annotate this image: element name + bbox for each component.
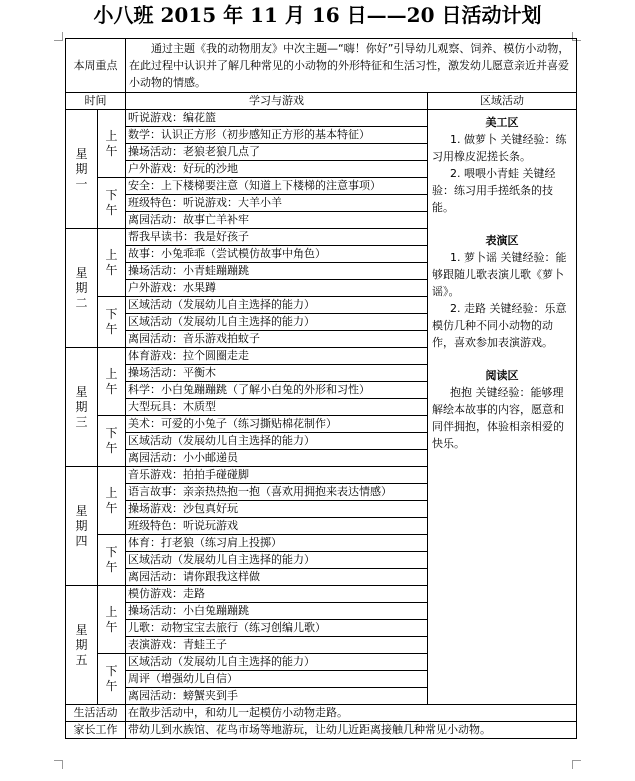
day-label-char: 星 <box>75 265 88 280</box>
day-label-char: 星 <box>75 146 88 161</box>
day-label-char: 期 <box>75 637 88 652</box>
activity-item: 离园活动：故事亡羊补牢 <box>126 212 428 229</box>
activity-item: 大型玩具：木质型 <box>126 399 428 416</box>
parent-label: 家长工作 <box>66 722 126 739</box>
area-paragraph: 1. 做萝卜 关键经验：练习用橡皮泥搓长条。 <box>432 133 567 163</box>
activity-plan-table <box>65 38 577 739</box>
area-section-title: 阅读区 <box>485 369 519 382</box>
activity-item: 音乐游戏：拍拍手碰碰脚 <box>126 467 428 484</box>
morning-label <box>98 586 126 654</box>
focus-label: 本周重点 <box>66 39 126 93</box>
half-label-char: 午 <box>105 143 118 158</box>
area-section-title: 表演区 <box>485 234 519 247</box>
table-row <box>66 110 577 127</box>
activity-item: 操场活动：小青蛙蹦蹦跳 <box>126 263 428 280</box>
focus-text: 通过主题《我的动物朋友》中次主题—“嗨！你好”引导幼儿观察、饲养、模仿小动物，在此过程中认识并了解几种常见的小动物的外形特征和生活习性，激发幼儿愿意亲近并喜爱小动物的情感。 <box>126 39 577 93</box>
life-text: 在散步活动中，和幼儿一起模仿小动物走路。 <box>126 705 577 722</box>
activity-item: 安全：上下楼梯要注意（知道上下楼梯的注意事项） <box>126 178 428 195</box>
activity-item: 户外游戏：水果蹲 <box>126 280 428 297</box>
half-label-char: 午 <box>105 322 118 336</box>
half-label-char: 下 <box>105 545 118 559</box>
half-label-char: 下 <box>105 307 118 321</box>
afternoon-label <box>98 416 126 467</box>
activity-item: 操场游戏：沙包真好玩 <box>126 501 428 518</box>
half-label-char: 午 <box>105 619 118 634</box>
half-label-char: 下 <box>105 664 118 678</box>
activity-item: 周评（增强幼儿自信） <box>126 671 428 688</box>
day-label <box>66 229 98 348</box>
area-section-title: 美工区 <box>485 116 519 129</box>
half-label-char: 午 <box>105 262 118 277</box>
activity-item: 语言故事：亲亲热热抱一抱（喜欢用拥抱来表达情感） <box>126 484 428 501</box>
activity-item: 体育：打老狼（练习肩上投掷） <box>126 535 428 552</box>
activity-item: 数学：认识正方形（初步感知正方形的基本特征） <box>126 127 428 144</box>
area-paragraph: 抱抱 关键经验：能够理解绘本故事的内容，愿意和同伴拥抱，体验相亲相爱的快乐。 <box>432 386 564 450</box>
half-label-char: 午 <box>105 560 118 574</box>
half-label-char: 午 <box>105 679 118 693</box>
half-label-char: 上 <box>105 247 118 262</box>
half-label-char: 午 <box>105 441 118 455</box>
activity-item: 离园活动：请你跟我这样做 <box>126 569 428 586</box>
afternoon-label <box>98 535 126 586</box>
activity-item: 离园活动：音乐游戏拍蚊子 <box>126 331 428 348</box>
activity-item: 班级特色：听说游戏：大羊小羊 <box>126 195 428 212</box>
activity-item: 模仿游戏：走路 <box>126 586 428 603</box>
activity-item: 区域活动（发展幼儿自主选择的能力） <box>126 433 428 450</box>
day-label <box>66 586 98 705</box>
header-time: 时间 <box>66 93 126 110</box>
activity-item: 区域活动（发展幼儿自主选择的能力） <box>126 552 428 569</box>
half-label-char: 上 <box>105 128 118 143</box>
activity-item: 体育游戏：拉个圆圈走走 <box>126 348 428 365</box>
activity-item: 操场活动：小白兔蹦蹦跳 <box>126 603 428 620</box>
day-label <box>66 467 98 586</box>
morning-label <box>98 110 126 178</box>
activity-item: 区域活动（发展幼儿自主选择的能力） <box>126 654 428 671</box>
day-label <box>66 110 98 229</box>
spacer <box>432 351 572 365</box>
day-label-char: 期 <box>75 280 88 295</box>
parent-row <box>66 722 577 739</box>
day-label-char: 期 <box>75 399 88 414</box>
half-label-char: 午 <box>105 381 118 396</box>
afternoon-label <box>98 297 126 348</box>
half-label-char: 上 <box>105 485 118 500</box>
header-row <box>66 93 577 110</box>
half-label-char: 下 <box>105 188 118 202</box>
activity-item: 帮我早读书：我是好孩子 <box>126 229 428 246</box>
activity-item: 儿歌：动物宝宝去旅行（练习创编儿歌） <box>126 620 428 637</box>
day-label-char: 三 <box>75 414 88 429</box>
life-label: 生活活动 <box>66 705 126 722</box>
activity-item: 操场活动：平衡木 <box>126 365 428 382</box>
header-learn: 学习与游戏 <box>126 93 428 110</box>
day-label <box>66 348 98 467</box>
day-label-char: 五 <box>75 652 88 667</box>
header-area: 区域活动 <box>428 93 577 110</box>
activity-item: 操场活动：老狼老狼几点了 <box>126 144 428 161</box>
day-label-char: 一 <box>75 176 88 191</box>
activity-item: 故事：小兔乖乖（尝试模仿故事中角色） <box>126 246 428 263</box>
activity-item: 区域活动（发展幼儿自主选择的能力） <box>126 314 428 331</box>
afternoon-label <box>98 654 126 705</box>
page-title: 小八班 2015 年 11 月 16 日——20 日活动计划 <box>93 3 542 27</box>
activity-item: 班级特色：听说玩游戏 <box>126 518 428 535</box>
area-paragraph: 2. 走路 关键经验：乐意模仿几种不同小动物的动作，喜欢参加表演游戏。 <box>432 302 567 349</box>
parent-text: 带幼儿到水族馆、花鸟市场等地游玩，让幼儿近距离接触几种常见小动物。 <box>126 722 577 739</box>
day-label-char: 期 <box>75 161 88 176</box>
spacer <box>432 216 572 230</box>
activity-item: 科学：小白兔蹦蹦跳（了解小白兔的外形和习性） <box>126 382 428 399</box>
half-label-char: 下 <box>105 426 118 440</box>
activity-item: 表演游戏：青蛙王子 <box>126 637 428 654</box>
activity-item: 听说游戏：编花篮 <box>126 110 428 127</box>
half-label-char: 上 <box>105 366 118 381</box>
half-label-char: 午 <box>105 500 118 515</box>
activity-item: 离园活动：螃蟹夹到手 <box>126 688 428 705</box>
day-label-char: 二 <box>75 295 88 310</box>
morning-label <box>98 348 126 416</box>
area-activities <box>428 110 577 705</box>
corner-mark-bottom-right <box>572 760 581 769</box>
activity-item: 美术：可爱的小兔子（练习撕贴棉花制作） <box>126 416 428 433</box>
day-label-char: 四 <box>75 533 88 548</box>
afternoon-label <box>98 178 126 229</box>
focus-row <box>66 39 577 93</box>
half-label-char: 午 <box>105 203 118 217</box>
activity-item: 区域活动（发展幼儿自主选择的能力） <box>126 297 428 314</box>
corner-mark-bottom-left <box>54 760 63 769</box>
life-row <box>66 705 577 722</box>
day-label-char: 星 <box>75 622 88 637</box>
morning-label <box>98 467 126 535</box>
activity-item: 户外游戏：好玩的沙地 <box>126 161 428 178</box>
corner-mark-top-left <box>54 32 63 41</box>
area-paragraph: 1. 萝卜谣 关键经验：能够跟随儿歌表演儿歌《萝卜谣》。 <box>432 251 567 298</box>
day-label-char: 星 <box>75 503 88 518</box>
activity-item: 离园活动：小小邮递员 <box>126 450 428 467</box>
day-label-char: 星 <box>75 384 88 399</box>
half-label-char: 上 <box>105 604 118 619</box>
area-paragraph: 2. 喂喂小青蛙 关键经验：练习用手搓纸条的技能。 <box>432 167 556 214</box>
day-label-char: 期 <box>75 518 88 533</box>
morning-label <box>98 229 126 297</box>
